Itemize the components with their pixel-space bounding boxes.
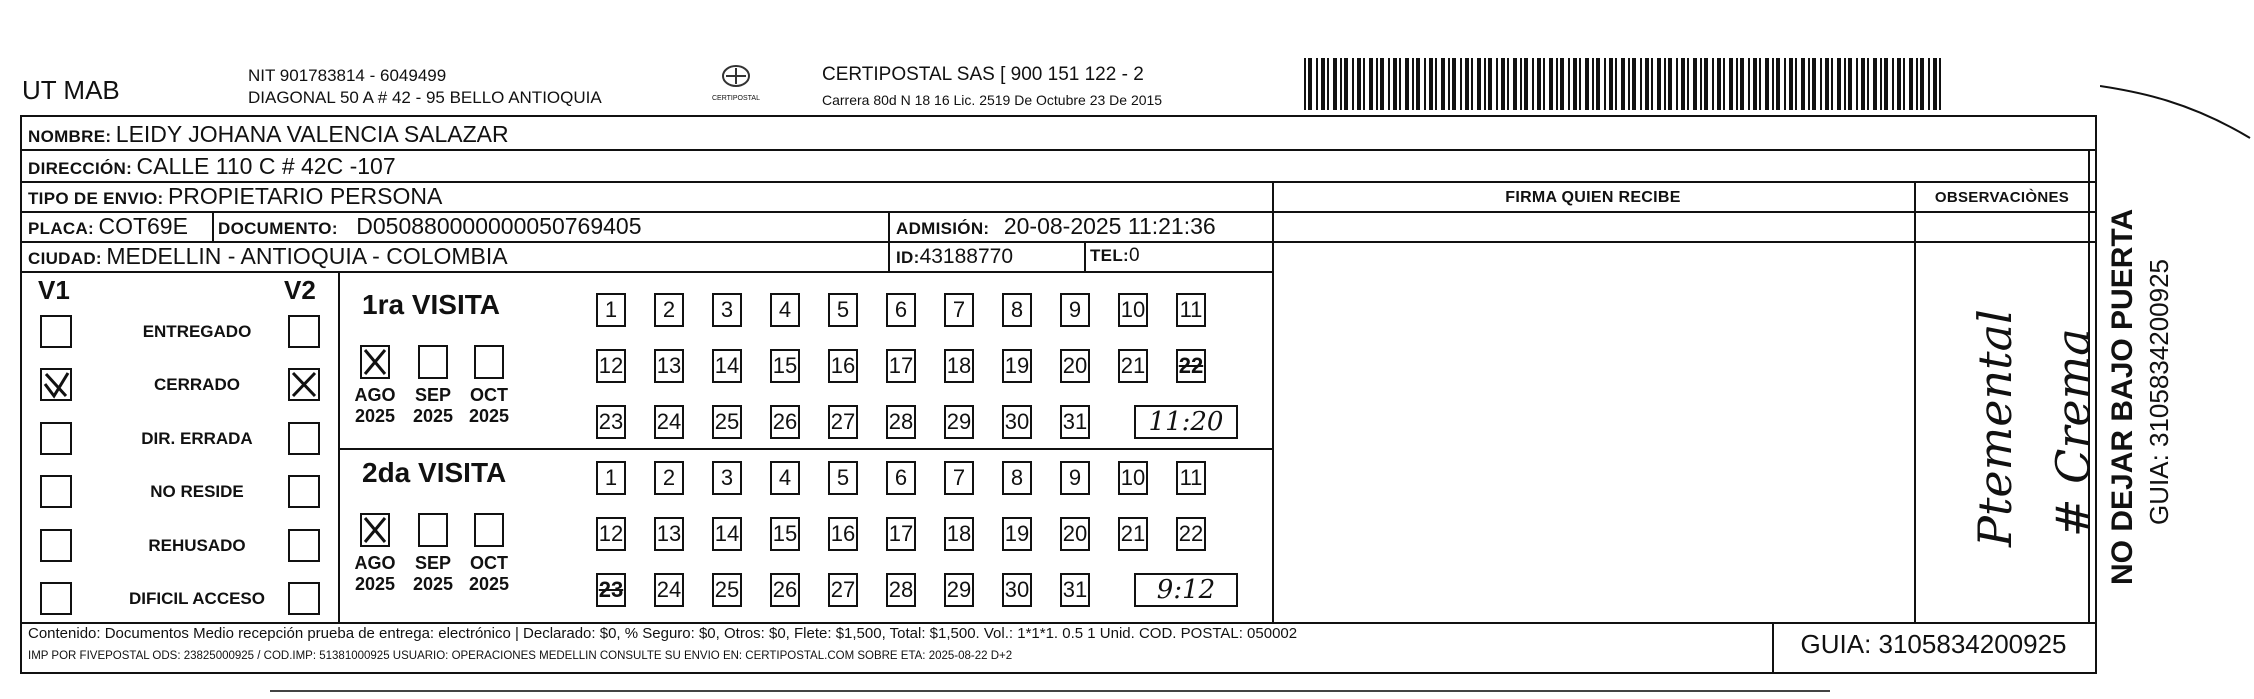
second-visit-day-box[interactable]: 18 xyxy=(944,517,974,551)
second-visit-day-box[interactable]: 29 xyxy=(944,573,974,607)
second-visit-day-box[interactable]: 20 xyxy=(1060,517,1090,551)
second-visit-day-box[interactable]: 5 xyxy=(828,461,858,495)
first-visit-day-box[interactable]: 21 xyxy=(1118,349,1148,383)
second-visit-time-box[interactable]: 9:12 xyxy=(1134,573,1238,607)
v2-checkbox[interactable] xyxy=(288,422,320,455)
first-visit-day-box[interactable]: 3 xyxy=(712,293,742,327)
v1-checkbox[interactable] xyxy=(40,529,72,562)
first-visit-day-box[interactable]: 18 xyxy=(944,349,974,383)
second-visit-day-box[interactable]: 8 xyxy=(1002,461,1032,495)
second-visit-day-box[interactable]: 21 xyxy=(1118,517,1148,551)
second-visit-day-box[interactable]: 28 xyxy=(886,573,916,607)
status-label: ENTREGADO xyxy=(142,322,252,341)
certipostal-logo: CERTIPOSTAL xyxy=(712,62,760,112)
sender-address: DIAGONAL 50 A # 42 - 95 BELLO ANTIOQUIA xyxy=(248,88,602,107)
no-dejar-bajo-puerta: NO DEJAR BAJO PUERTA xyxy=(2106,208,2139,585)
footer-imp: IMP POR FIVEPOSTAL ODS: 23825000925 / COD.IMP: 51381000925 USUARIO: OPERACIONES MEDELLIN CONSULTE SU ENVIO EN: CERTIPOSTAL.COM SOBRE ETA: 2025-08-22 D+2 xyxy=(28,650,1013,662)
documento-cell xyxy=(218,213,641,240)
v2-checkbox[interactable] xyxy=(288,315,320,348)
second-visit-day-box[interactable]: 23 xyxy=(596,573,626,607)
status-label: REHUSADO xyxy=(148,536,246,555)
first-visit-day-box[interactable]: 9 xyxy=(1060,293,1090,327)
second-visit-day-box[interactable]: 30 xyxy=(1002,573,1032,607)
first-visit-month-checkbox[interactable] xyxy=(418,345,448,379)
observation-handwriting-1: Ptemental xyxy=(1968,309,2022,547)
first-visit-month-label: OCT 2025 xyxy=(468,385,510,426)
tel-label: TEL: xyxy=(1090,246,1129,265)
admision-value: 20-08-2025 11:21:36 xyxy=(1003,213,1216,239)
ciudad-label: CIUDAD: xyxy=(28,249,102,268)
first-visit-day-box[interactable]: 15 xyxy=(770,349,800,383)
second-visit-day-box[interactable]: 14 xyxy=(712,517,742,551)
v1-checkbox[interactable] xyxy=(40,582,72,615)
second-visit-day-box[interactable]: 27 xyxy=(828,573,858,607)
x-mark-icon xyxy=(290,370,318,399)
nombre-value: LEIDY JOHANA VALENCIA SALAZAR xyxy=(115,121,509,147)
v1-checkbox[interactable] xyxy=(40,315,72,348)
v2-checkbox[interactable] xyxy=(288,368,320,401)
second-visit-day-box[interactable]: 25 xyxy=(712,573,742,607)
second-visit-day-box[interactable]: 26 xyxy=(770,573,800,607)
id-cell xyxy=(896,245,1013,269)
first-visit-day-box[interactable]: 14 xyxy=(712,349,742,383)
status-label: DIR. ERRADA xyxy=(141,429,253,448)
second-visit-day-box[interactable]: 1 xyxy=(596,461,626,495)
first-visit-day-box[interactable]: 4 xyxy=(770,293,800,327)
first-visit-day-box[interactable]: 17 xyxy=(886,349,916,383)
first-visit-month-label: SEP 2025 xyxy=(412,385,454,426)
carrier-license: Carrera 80d N 18 16 Lic. 2519 De Octubre 23 De 2015 xyxy=(822,92,1163,108)
second-visit-day-box[interactable]: 16 xyxy=(828,517,858,551)
nombre-row xyxy=(28,121,509,148)
carrier-name: CERTIPOSTAL SAS [ 900 151 122 - 2 xyxy=(822,64,1144,85)
first-visit-day-box[interactable]: 7 xyxy=(944,293,974,327)
second-visit-day-box[interactable]: 11 xyxy=(1176,461,1206,495)
first-visit-month-checkbox[interactable] xyxy=(474,345,504,379)
first-visit-day-box[interactable]: 13 xyxy=(654,349,684,383)
v1-label: V1 xyxy=(38,275,70,305)
status-label: CERRADO xyxy=(154,375,240,394)
v2-label: V2 xyxy=(284,275,316,305)
second-visit-month-label: SEP 2025 xyxy=(412,553,454,594)
second-visit-day-box[interactable]: 7 xyxy=(944,461,974,495)
direccion-label: DIRECCIÓN: xyxy=(28,159,133,178)
v1-checkbox[interactable] xyxy=(40,422,72,455)
first-visit-day-box[interactable]: 12 xyxy=(596,349,626,383)
side-guia: GUIA: 3105834200925 xyxy=(2144,259,2174,525)
documento-label: DOCUMENTO: xyxy=(218,219,338,238)
first-visit-day-box[interactable]: 16 xyxy=(828,349,858,383)
first-visit-day-box[interactable]: 29 xyxy=(944,405,974,439)
delivery-card xyxy=(20,115,2100,674)
second-visit-day-box[interactable]: 4 xyxy=(770,461,800,495)
placa-row xyxy=(28,213,188,240)
x-mark-icon xyxy=(362,515,388,545)
admision-label: ADMISIÓN: xyxy=(896,219,990,238)
second-visit-day-box[interactable]: 24 xyxy=(654,573,684,607)
tipo-row xyxy=(28,183,442,210)
nombre-label: NOMBRE: xyxy=(28,127,112,146)
first-visit-day-box[interactable]: 10 xyxy=(1118,293,1148,327)
x-mark-icon xyxy=(362,347,388,377)
placa-value: COT69E xyxy=(98,213,188,239)
second-visit-month-checkbox[interactable] xyxy=(474,513,504,547)
second-visit-month-checkbox[interactable] xyxy=(418,513,448,547)
id-value: 43188770 xyxy=(919,245,1013,268)
first-visit-day-box[interactable]: 27 xyxy=(828,405,858,439)
ciudad-row xyxy=(28,243,508,270)
observation-handwriting-2: # Crema xyxy=(2046,328,2100,537)
v2-checkbox[interactable] xyxy=(288,529,320,562)
second-visit-title: 2da VISITA xyxy=(362,457,507,488)
second-visit-day-box[interactable]: 2 xyxy=(654,461,684,495)
nit-text: NIT 901783814 - 6049499 xyxy=(248,66,447,85)
second-visit-day-box[interactable]: 22 xyxy=(1176,517,1206,551)
status-label: NO RESIDE xyxy=(150,482,244,501)
second-visit-day-box[interactable]: 12 xyxy=(596,517,626,551)
first-visit-day-box[interactable]: 19 xyxy=(1002,349,1032,383)
id-label: ID: xyxy=(896,248,920,267)
first-visit-day-box[interactable]: 28 xyxy=(886,405,916,439)
second-visit-month-label: OCT 2025 xyxy=(468,553,510,594)
first-visit-month-checkbox[interactable] xyxy=(360,345,390,379)
first-visit-day-box[interactable]: 24 xyxy=(654,405,684,439)
firma-label: FIRMA QUIEN RECIBE xyxy=(1505,189,1681,206)
footer-content: Contenido: Documentos Medio recepción prueba de entrega: electrónico | Declarado: $0, % Seguro: $0, Otros: $0, Flete: $1,500, Total: $1,500. Vol.: 1*1*1. 0.5 1 Unid. COD. POSTAL: 050002 xyxy=(28,625,1298,642)
admision-cell xyxy=(896,213,1216,240)
second-visit-day-box[interactable]: 3 xyxy=(712,461,742,495)
signature-area[interactable] xyxy=(1274,243,1914,622)
tipo-label: TIPO DE ENVIO: xyxy=(28,189,164,208)
footer-guia: GUIA: 3105834200925 xyxy=(1800,629,2067,659)
corner-mark xyxy=(2100,82,2254,147)
first-visit-day-box[interactable]: 26 xyxy=(770,405,800,439)
first-visit-day-box[interactable]: 20 xyxy=(1060,349,1090,383)
ciudad-value: MEDELLIN - ANTIOQUIA - COLOMBIA xyxy=(106,243,508,269)
company-name: UT MAB xyxy=(22,75,120,105)
second-visit-day-box[interactable]: 9 xyxy=(1060,461,1090,495)
second-visit-day-box[interactable]: 6 xyxy=(886,461,916,495)
first-visit-day-box[interactable]: 6 xyxy=(886,293,916,327)
second-visit-day-box[interactable]: 31 xyxy=(1060,573,1090,607)
first-visit-month-label: AGO 2025 xyxy=(354,385,396,426)
tel-value: 0 xyxy=(1128,245,1140,266)
second-visit-day-box[interactable]: 17 xyxy=(886,517,916,551)
second-visit-month-label: AGO 2025 xyxy=(354,553,396,594)
first-visit-time-box[interactable]: 11:20 xyxy=(1134,405,1238,439)
first-visit-day-box[interactable]: 1 xyxy=(596,293,626,327)
tel-cell xyxy=(1090,245,1140,267)
tipo-value: PROPIETARIO PERSONA xyxy=(167,183,443,209)
second-visit-month-checkbox[interactable] xyxy=(360,513,390,547)
placa-label: PLACA: xyxy=(28,219,95,238)
direccion-row xyxy=(28,153,396,180)
first-visit-day-box[interactable]: 5 xyxy=(828,293,858,327)
status-label: DIFICIL ACCESO xyxy=(128,589,265,608)
second-visit-day-box[interactable]: 15 xyxy=(770,517,800,551)
v2-checkbox[interactable] xyxy=(288,475,320,508)
second-visit-day-box[interactable]: 13 xyxy=(654,517,684,551)
second-visit-day-box[interactable]: 10 xyxy=(1118,461,1148,495)
first-visit-day-box[interactable]: 11 xyxy=(1176,293,1206,327)
second-visit-day-box[interactable]: 19 xyxy=(1002,517,1032,551)
first-visit-title: 1ra VISITA xyxy=(362,289,500,320)
first-visit-day-box[interactable]: 23 xyxy=(596,405,626,439)
first-visit-day-box[interactable]: 31 xyxy=(1060,405,1090,439)
first-visit-day-box[interactable]: 22 xyxy=(1176,349,1206,383)
bottom-divider xyxy=(270,690,1830,692)
observaciones-label: OBSERVACIÒNES xyxy=(1934,189,2070,206)
direccion-value: CALLE 110 C # 42C -107 xyxy=(136,153,396,179)
first-visit-day-box[interactable]: 25 xyxy=(712,405,742,439)
first-visit-day-box[interactable]: 8 xyxy=(1002,293,1032,327)
first-visit-day-box[interactable]: 30 xyxy=(1002,405,1032,439)
v2-checkbox[interactable] xyxy=(288,582,320,615)
first-visit-day-box[interactable]: 2 xyxy=(654,293,684,327)
documento-value: D050880000000050769405 xyxy=(356,213,642,239)
check-mark-icon xyxy=(42,370,70,399)
v1-checkbox[interactable] xyxy=(40,475,72,508)
v1-checkbox[interactable] xyxy=(40,368,72,401)
barcode xyxy=(1304,58,1942,110)
